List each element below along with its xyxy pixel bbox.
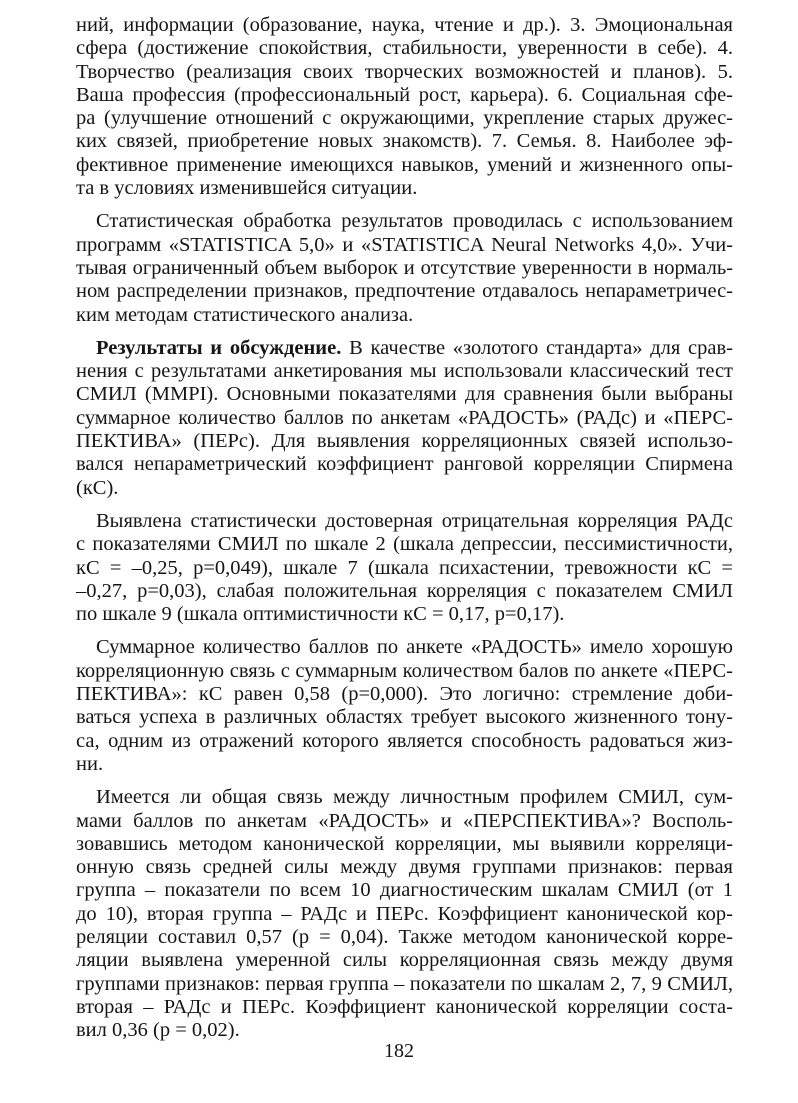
text-line: по шкале 9 (шкала оптимистичности кС = 0,17, p=0,17). xyxy=(76,603,565,626)
paragraph-5 xyxy=(76,636,733,776)
text-line: мами баллов по анкетам «РАДОСТЬ» и «ПЕРСПЕКТИВА»? Восполь- xyxy=(76,809,733,832)
text-line: до 10), вторая группа – РАДс и ПЕРс. Коэффициент канонической кор- xyxy=(76,902,733,925)
paragraph-4 xyxy=(76,510,733,626)
text-line: Имеется ли общая связь между личностным профилем СМИЛ, сум- xyxy=(96,786,733,809)
text-line: Статистическая обработка результатов проводилась с использованием xyxy=(96,210,733,233)
text-line: ном распределении признаков, предпочтение отдавалось непараметричес- xyxy=(76,280,733,303)
page-number: 182 xyxy=(384,1040,414,1062)
text-line: с показателями СМИЛ по шкале 2 (шкала депрессии, пессимистичности, xyxy=(76,533,733,556)
text-line: тывая ограниченный объем выборок и отсутствие уверенности в нормаль- xyxy=(76,256,733,279)
text-line: та в условиях изменившейся ситуации. xyxy=(76,177,418,200)
text-line: онную связь средней силы между двумя группами признаков: первая xyxy=(76,856,733,879)
text-line: СМИЛ (MMPI). Основными показателями для сравнения были выбраны xyxy=(76,383,733,406)
text-line: зовавшись методом канонической корреляции, мы выявили корреляци- xyxy=(76,832,733,855)
text-line: нения с результатами анкетирования мы использовали классический тест xyxy=(76,360,733,383)
text-line: вил 0,36 (p = 0,02). xyxy=(76,1019,240,1042)
text-line: ний, информации (образование, наука, чтение и др.). 3. Эмоциональная xyxy=(76,14,733,36)
text-line: группа – показатели по всем 10 диагностическим шкалам СМИЛ (от 1 xyxy=(76,879,733,902)
text-line: ПЕКТИВА»: кС равен 0,58 (p=0,000). Это логично: стремление доби- xyxy=(76,683,733,706)
text-line: суммарное количество баллов по анкетам «РАДОСТЬ» (РАДс) и «ПЕРС- xyxy=(76,406,733,429)
text-line: ПЕКТИВА» (ПЕРс). Для выявления корреляционных связей использо- xyxy=(76,430,733,453)
section-heading: Результаты и обсуждение. xyxy=(96,336,342,359)
text-line xyxy=(76,337,733,360)
text-line: ких связей, приобретение новых знакомств). 7. Семья. 8. Наиболее эф- xyxy=(76,130,733,153)
paragraph-results xyxy=(76,337,733,500)
paragraph-1 xyxy=(76,14,733,200)
text-line: Ваша профессия (профессиональный рост, карьера). 6. Социальная сфе- xyxy=(76,83,733,106)
text-line: корреляционную связь с суммарным количеством балов по анкете «ПЕРС- xyxy=(76,659,733,682)
text-fragment: В качестве «золотого стандарта» для срав- xyxy=(341,336,734,359)
text-line: группами признаков: первая группа – показатели по шкалам 2, 7, 9 СМИЛ, xyxy=(76,972,733,995)
text-line: реляции составил 0,57 (p = 0,04). Также методом канонической корре- xyxy=(76,925,733,948)
text-line: са, одним из отражений которого является способность радоваться жиз- xyxy=(76,729,733,752)
text-line: кС = –0,25, p=0,049), шкале 7 (шкала психастении, тревожности кС = xyxy=(76,556,733,579)
text-line: сфера (достижение спокойствия, стабильности, уверенности в себе). 4. xyxy=(76,37,733,60)
text-line: (кС). xyxy=(76,476,119,499)
text-line: ра (улучшение отношений с окружающими, укрепление старых дружес- xyxy=(76,107,733,130)
text-line: ляции выявлена умеренной силы корреляционная связь между двумя xyxy=(76,949,733,972)
text-line: Суммарное количество баллов по анкете «РАДОСТЬ» имело хорошую xyxy=(96,636,733,659)
text-line: Выявлена статистически достоверная отрицательная корреляция РАДс xyxy=(96,509,733,532)
text-line: ваться успеха в различных областях требует высокого жизненного тону- xyxy=(76,706,733,729)
paragraph-2 xyxy=(76,210,733,326)
text-line: фективное применение имеющихся навыков, умений и жизненного опы- xyxy=(76,153,733,176)
text-line: ким методам статистического анализа. xyxy=(76,303,414,326)
text-line: –0,27, p=0,03), слабая положительная корреляция с показателем СМИЛ xyxy=(76,579,733,602)
body-text xyxy=(76,14,733,1052)
text-line: вался непараметрический коэффициент ранговой корреляции Спирмена xyxy=(76,453,733,476)
text-line: ни. xyxy=(76,752,104,775)
text-line: Творчество (реализация своих творческих возможностей и планов). 5. xyxy=(76,60,733,83)
paragraph-6 xyxy=(76,786,733,1042)
text-line: программ «STATISTICA 5,0» и «STATISTICA Neural Networks 4,0». Учи- xyxy=(76,233,733,256)
text-line: вторая – РАДс и ПЕРс. Коэффициент канонической корреляции соста- xyxy=(76,995,733,1018)
